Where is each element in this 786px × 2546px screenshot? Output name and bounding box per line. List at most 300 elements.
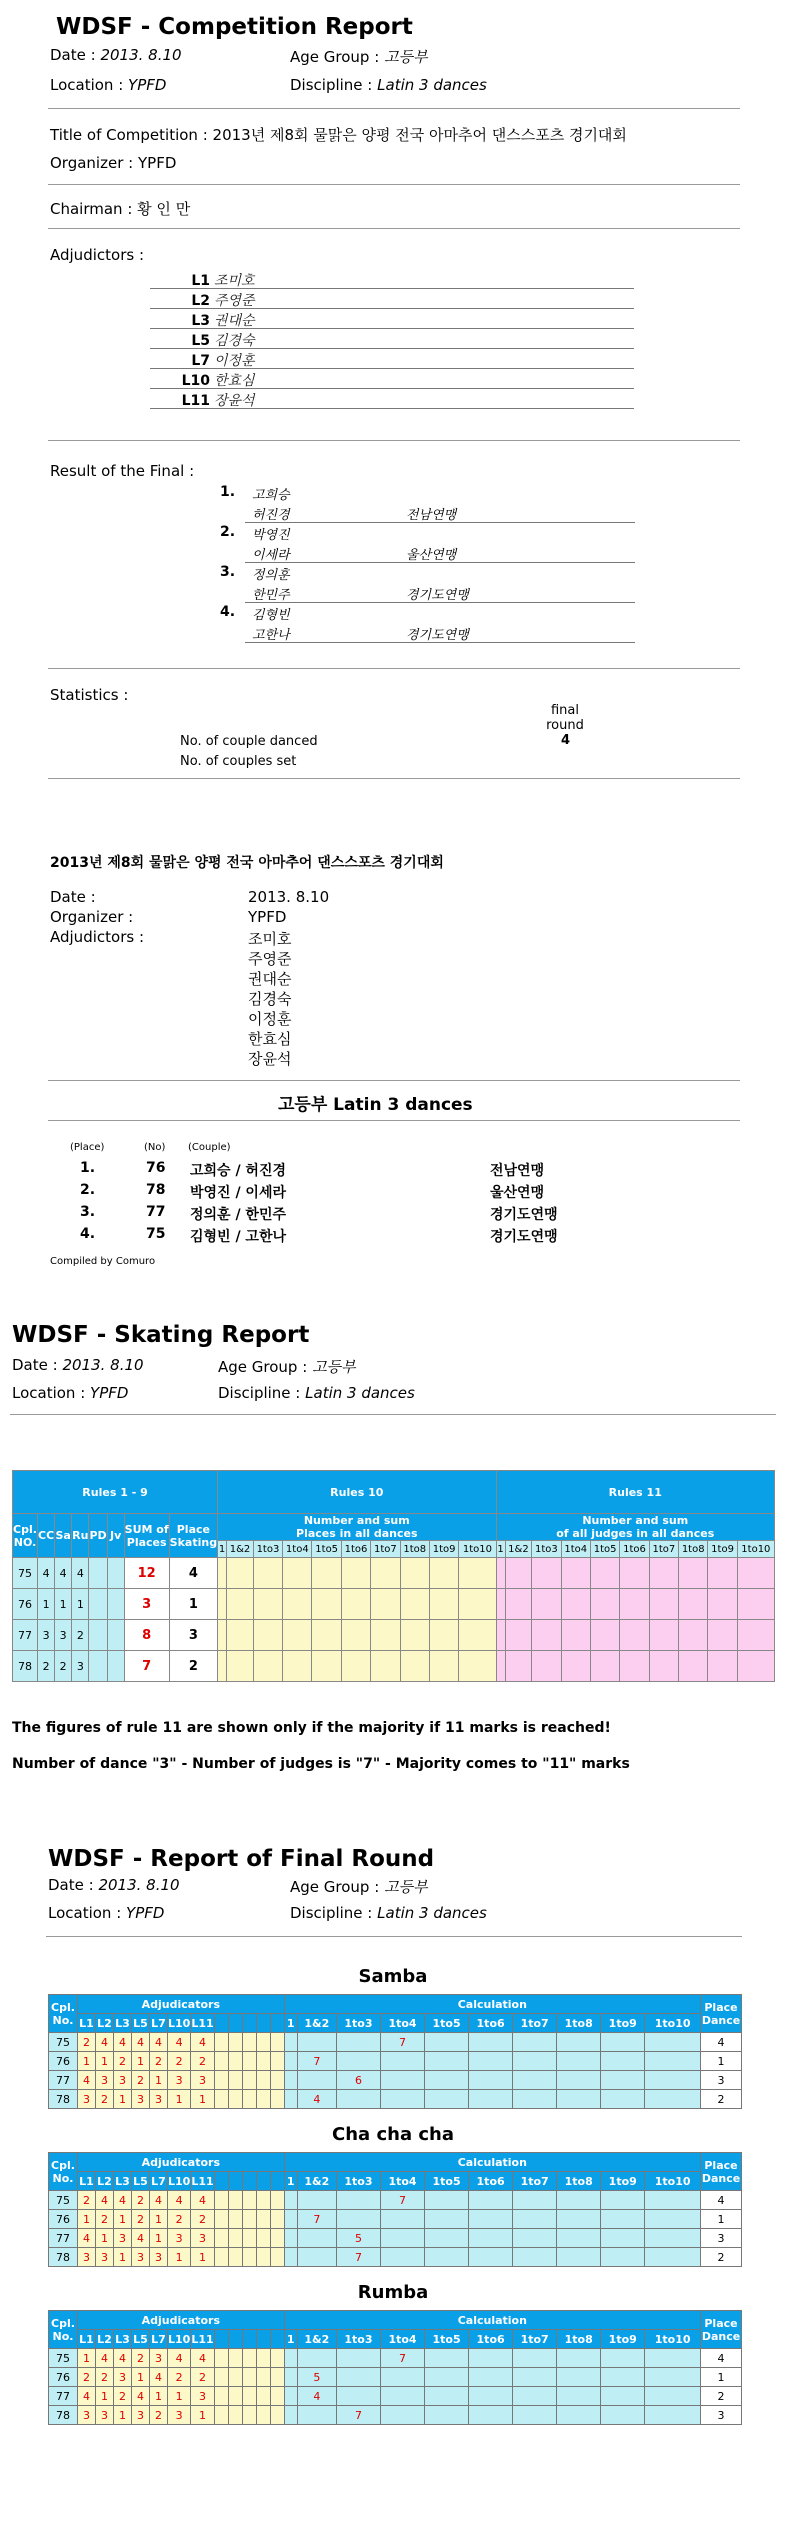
adjudicators-label: Adjudictors : [50, 246, 144, 264]
judge-header-empty [228, 2330, 242, 2349]
judge-mark: 3 [132, 2406, 150, 2425]
empty-mark [228, 2033, 242, 2052]
organizer-label: Organizer : [50, 154, 134, 172]
rule10-cell [218, 1589, 227, 1620]
calc-empty [425, 2368, 469, 2387]
rule11-cell [708, 1620, 737, 1651]
empty-cell [89, 1620, 107, 1651]
calc-empty [425, 2090, 469, 2109]
sum-of-places: 8 [124, 1620, 169, 1651]
result-partner1: 고희승 [252, 488, 290, 503]
divider [48, 1120, 740, 1121]
adjudicator-row [140, 310, 255, 330]
stats-value: 4 [561, 733, 571, 748]
calc-empty [425, 2191, 469, 2210]
empty-mark [256, 2387, 270, 2406]
calculation-header: Calculation [284, 1995, 700, 2014]
location-value: YPFD [126, 1904, 165, 1922]
divider [48, 184, 740, 185]
final-dance-table [48, 2310, 742, 2425]
location-value: YPFD [128, 76, 167, 94]
rule11-cell [649, 1651, 678, 1682]
judge-mark: 4 [96, 2191, 114, 2210]
location-label: Location : [50, 76, 124, 94]
empty-mark [270, 2210, 284, 2229]
rules-11-sub1: Number and sum [582, 1514, 689, 1527]
underline [150, 308, 634, 309]
rule11-cell [708, 1589, 737, 1620]
rule11-cell [505, 1558, 532, 1589]
calc-col-header: 1to3 [336, 2014, 380, 2033]
summary-adjudicator: 주영준 [248, 950, 292, 968]
rule10-cell [341, 1589, 370, 1620]
dance-place: 2 [55, 1651, 72, 1682]
discipline-label: Discipline : [290, 76, 373, 94]
chairman-value: 황 인 만 [137, 200, 191, 218]
couple-number: 76 [13, 1589, 38, 1620]
judge-mark: 2 [168, 2052, 191, 2071]
empty-mark [270, 2248, 284, 2267]
sum-of-places: 12 [124, 1558, 169, 1589]
empty-mark [228, 2349, 242, 2368]
calc-empty [557, 2387, 601, 2406]
calc-value: 7 [380, 2033, 424, 2052]
judge-mark: 2 [150, 2406, 168, 2425]
adjudicator-code: L5 [191, 333, 210, 349]
judge-header: L1 [78, 2172, 96, 2191]
range-header: 1to5 [312, 1541, 341, 1558]
judge-mark: 4 [168, 2191, 191, 2210]
final-title: WDSF - Report of Final Round [48, 1846, 435, 1872]
adjudicator-code: L11 [181, 393, 210, 409]
summary-adjudicator: 이정훈 [248, 1010, 292, 1028]
rule11-cell [620, 1558, 649, 1589]
calc-empty [425, 2052, 469, 2071]
rule11-cell [532, 1620, 561, 1651]
judge-mark: 2 [78, 2191, 96, 2210]
summary-organizer: YPFD [248, 908, 287, 926]
calc-col-header: 1to5 [425, 2014, 469, 2033]
judge-mark: 2 [78, 2368, 96, 2387]
rule11-cell [496, 1651, 505, 1682]
summary-club: 경기도연맹 [490, 1229, 558, 1245]
empty-mark [214, 2090, 228, 2109]
judge-mark: 4 [150, 2368, 168, 2387]
couple-number: 78 [49, 2090, 78, 2109]
judge-mark: 2 [96, 2210, 114, 2229]
adjudicator-code: L3 [191, 313, 210, 329]
judge-mark: 2 [78, 2033, 96, 2052]
empty-mark [228, 2387, 242, 2406]
range-header: 1to8 [400, 1541, 429, 1558]
calc-empty [645, 2191, 701, 2210]
calc-empty [513, 2090, 557, 2109]
summary-number: 75 [146, 1226, 166, 1242]
cpl-no-header: Cpl. No. [49, 1995, 78, 2033]
judge-mark: 1 [150, 2387, 168, 2406]
empty-mark [228, 2191, 242, 2210]
toc-label: Title of Competition : [50, 126, 208, 144]
judge-mark: 4 [191, 2191, 214, 2210]
place-skating: 2 [169, 1651, 217, 1682]
underline [150, 408, 634, 409]
rule11-cell [496, 1620, 505, 1651]
discipline-value: Latin 3 dances [377, 76, 487, 94]
calc-col-header: 1to10 [645, 2014, 701, 2033]
judge-mark: 1 [114, 2406, 132, 2425]
rule10-cell [312, 1589, 341, 1620]
judge-mark: 1 [78, 2349, 96, 2368]
calc-empty [645, 2210, 701, 2229]
judge-mark: 3 [78, 2406, 96, 2425]
calc-empty [297, 2406, 336, 2425]
calc-empty [336, 2052, 380, 2071]
rules-11-sub2: of all judges in all dances [556, 1527, 715, 1540]
empty-mark [256, 2368, 270, 2387]
empty-cell [107, 1620, 124, 1651]
result-partner2: 이세라 [252, 548, 290, 563]
calc-col-header: 1to5 [425, 2172, 469, 2191]
calc-empty [336, 2033, 380, 2052]
rule10-cell [400, 1589, 429, 1620]
empty-mark [242, 2248, 256, 2267]
underline [150, 328, 634, 329]
summary-place: 4. [80, 1226, 96, 1242]
organizer-value: YPFD [137, 154, 177, 172]
calc-empty [284, 2033, 297, 2052]
calc-col-header: 1 [284, 2172, 297, 2191]
couple-number: 75 [49, 2349, 78, 2368]
calc-empty [297, 2248, 336, 2267]
couple-number: 76 [49, 2368, 78, 2387]
rule10-cell [253, 1651, 282, 1682]
result-partner2: 허진경 [252, 508, 290, 523]
rule10-cell [459, 1620, 496, 1651]
judge-header-empty [242, 2172, 256, 2191]
result-place: 1. [220, 484, 236, 500]
dance-col-header: Jv [107, 1514, 124, 1558]
calc-empty [645, 2229, 701, 2248]
couple-number: 76 [49, 2210, 78, 2229]
calc-value: 7 [380, 2349, 424, 2368]
divider [48, 668, 740, 669]
judge-mark: 2 [168, 2368, 191, 2387]
judge-mark: 1 [96, 2229, 114, 2248]
range-header: 1&2 [505, 1541, 532, 1558]
rule11-cell [649, 1620, 678, 1651]
range-header: 1to3 [532, 1541, 561, 1558]
judge-header: L3 [114, 2172, 132, 2191]
rules-10-sub2: Places in all dances [296, 1527, 418, 1540]
summary-date: 2013. 8.10 [248, 888, 330, 906]
judge-mark: 1 [96, 2387, 114, 2406]
judge-header: L5 [132, 2330, 150, 2349]
judge-mark: 4 [78, 2229, 96, 2248]
calc-col-header: 1to4 [380, 2172, 424, 2191]
judge-header-empty [214, 2172, 228, 2191]
calc-empty [601, 2406, 645, 2425]
calc-empty [513, 2248, 557, 2267]
place-dance: 3 [701, 2406, 742, 2425]
calc-value: 5 [336, 2229, 380, 2248]
calculation-header: Calculation [284, 2311, 700, 2330]
judge-mark: 2 [168, 2210, 191, 2229]
empty-mark [270, 2071, 284, 2090]
judge-header: L10 [168, 2172, 191, 2191]
calc-empty [297, 2071, 336, 2090]
place-dance: 3 [701, 2229, 742, 2248]
adjudicator-row [140, 370, 255, 390]
calc-value: 7 [336, 2248, 380, 2267]
rule10-cell [459, 1589, 496, 1620]
rule11-cell [708, 1558, 737, 1589]
rule11-cell [496, 1558, 505, 1589]
judge-header-empty [242, 2330, 256, 2349]
calc-empty [380, 2368, 424, 2387]
empty-mark [214, 2349, 228, 2368]
place-skating: 4 [169, 1558, 217, 1589]
final-dance-table [48, 1994, 742, 2109]
summary-adjudicators-label: Adjudictors : [50, 928, 144, 946]
col-no-header: (No) [144, 1142, 166, 1153]
couple-number: 78 [13, 1651, 38, 1682]
rule10-cell [312, 1651, 341, 1682]
calc-col-header: 1to4 [380, 2330, 424, 2349]
empty-cell [107, 1651, 124, 1682]
stats-col-header [540, 703, 590, 733]
rule11-cell [679, 1651, 708, 1682]
calc-empty [601, 2387, 645, 2406]
judge-mark: 1 [78, 2052, 96, 2071]
age-label: Age Group : [290, 1878, 380, 1896]
chairman [50, 198, 190, 219]
date-label: Date : [48, 1876, 94, 1894]
judge-header-empty [256, 2014, 270, 2033]
calc-empty [380, 2052, 424, 2071]
couple-number: 78 [49, 2248, 78, 2267]
result-place: 4. [220, 604, 236, 620]
judge-header: L2 [96, 2330, 114, 2349]
result-label: Result of the Final : [50, 462, 195, 480]
skating-note-majority: Number of dance "3" - Number of judges is "7" - Majority comes to "11" marks [12, 1756, 630, 1772]
dance-place: 3 [55, 1620, 72, 1651]
judge-header: L7 [150, 2014, 168, 2033]
judge-header-empty [214, 2330, 228, 2349]
calc-col-header: 1to8 [557, 2330, 601, 2349]
range-header: 1to7 [649, 1541, 678, 1558]
empty-mark [228, 2052, 242, 2071]
adjudicator-name: 장윤석 [214, 393, 255, 409]
rules-10-subheader [218, 1514, 496, 1541]
judge-mark: 1 [132, 2052, 150, 2071]
judge-mark: 2 [96, 2090, 114, 2109]
rule10-cell [253, 1589, 282, 1620]
judge-header-empty [270, 2014, 284, 2033]
calc-empty [601, 2210, 645, 2229]
date-value: 2013. 8.10 [100, 46, 182, 64]
rule10-cell [227, 1589, 254, 1620]
skating-note-rule11: The figures of rule 11 are shown only if the majority if 11 marks is reached! [12, 1720, 611, 1736]
summary-adjudicator: 김경숙 [248, 990, 292, 1008]
rule10-cell [341, 1558, 370, 1589]
location-label: Location : [12, 1384, 86, 1402]
calc-empty [645, 2387, 701, 2406]
rule11-cell [561, 1620, 590, 1651]
rule11-cell [505, 1589, 532, 1620]
dance-place: 3 [72, 1651, 89, 1682]
calc-col-header: 1to4 [380, 2014, 424, 2033]
dance-place: 1 [72, 1589, 89, 1620]
calc-col-header: 1to9 [601, 2014, 645, 2033]
judge-mark: 1 [168, 2090, 191, 2109]
empty-mark [270, 2387, 284, 2406]
place-skating: 1 [169, 1589, 217, 1620]
range-header: 1to4 [283, 1541, 312, 1558]
empty-cell [89, 1558, 107, 1589]
calc-empty [601, 2052, 645, 2071]
judge-mark: 1 [114, 2210, 132, 2229]
calc-empty [297, 2229, 336, 2248]
rule10-cell [253, 1558, 282, 1589]
judge-header: L5 [132, 2014, 150, 2033]
judge-mark: 1 [78, 2210, 96, 2229]
rule11-cell [620, 1651, 649, 1682]
result-partner1: 박영진 [252, 528, 290, 543]
empty-mark [214, 2071, 228, 2090]
empty-mark [242, 2191, 256, 2210]
range-header: 1to7 [371, 1541, 400, 1558]
calc-empty [513, 2349, 557, 2368]
cpl-no-header [13, 1514, 38, 1558]
judge-header-empty [228, 2014, 242, 2033]
age-label: Age Group : [218, 1358, 308, 1376]
couple-number: 76 [49, 2052, 78, 2071]
dance-place: 1 [38, 1589, 55, 1620]
calc-empty [469, 2033, 513, 2052]
empty-mark [256, 2191, 270, 2210]
calc-value: 4 [297, 2387, 336, 2406]
calc-empty [284, 2349, 297, 2368]
judge-mark: 4 [150, 2191, 168, 2210]
empty-mark [242, 2210, 256, 2229]
dance-title: Samba [358, 1966, 428, 1987]
calc-empty [557, 2090, 601, 2109]
calc-empty [336, 2191, 380, 2210]
place-dance: 2 [701, 2387, 742, 2406]
judge-mark: 4 [168, 2033, 191, 2052]
date-label: Date : [12, 1356, 58, 1374]
rule11-cell [737, 1651, 774, 1682]
empty-mark [214, 2191, 228, 2210]
calc-empty [425, 2406, 469, 2425]
judge-mark: 4 [114, 2033, 132, 2052]
judge-mark: 3 [132, 2090, 150, 2109]
calc-empty [284, 2090, 297, 2109]
judge-mark: 1 [191, 2406, 214, 2425]
result-partner1: 김형빈 [252, 608, 290, 623]
compiled-by: Compiled by Comuro [50, 1256, 156, 1267]
divider [48, 108, 740, 109]
divider [48, 778, 740, 779]
calc-empty [469, 2368, 513, 2387]
rule11-cell [679, 1558, 708, 1589]
empty-mark [242, 2406, 256, 2425]
rule10-cell [429, 1589, 458, 1620]
calc-empty [513, 2368, 557, 2387]
calc-empty [380, 2248, 424, 2267]
calc-empty [469, 2387, 513, 2406]
judge-mark: 4 [191, 2349, 214, 2368]
rule10-cell [371, 1620, 400, 1651]
summary-adjudicator: 한효심 [248, 1030, 292, 1048]
cpl-no-header: Cpl. No. [49, 2311, 78, 2349]
rule10-cell [371, 1558, 400, 1589]
judge-mark: 3 [96, 2248, 114, 2267]
underline [245, 562, 635, 563]
calc-col-header: 1to3 [336, 2172, 380, 2191]
calc-empty [557, 2229, 601, 2248]
judge-mark: 1 [191, 2090, 214, 2109]
judge-mark: 1 [96, 2052, 114, 2071]
judge-mark: 3 [191, 2071, 214, 2090]
calc-empty [513, 2071, 557, 2090]
judge-mark: 4 [114, 2349, 132, 2368]
empty-mark [214, 2406, 228, 2425]
statistics-label: Statistics : [50, 686, 129, 704]
calc-empty [297, 2033, 336, 2052]
judge-header: L3 [114, 2330, 132, 2349]
judge-header: L1 [78, 2330, 96, 2349]
range-header: 1to10 [459, 1541, 496, 1558]
calc-value: 7 [297, 2052, 336, 2071]
sum-header: SUM of Places [124, 1514, 169, 1558]
final-location [48, 1904, 164, 1922]
result-partner1: 정의훈 [252, 568, 290, 583]
rule10-cell [459, 1558, 496, 1589]
skating-table [12, 1470, 775, 1682]
calc-empty [284, 2191, 297, 2210]
empty-mark [256, 2248, 270, 2267]
summary-adjudicator: 권대순 [248, 970, 292, 988]
adjudicator-row [140, 330, 255, 350]
rule10-cell [283, 1558, 312, 1589]
calc-empty [380, 2210, 424, 2229]
date-value: 2013. 8.10 [98, 1876, 180, 1894]
empty-mark [270, 2052, 284, 2071]
calc-empty [469, 2191, 513, 2210]
chairman-label: Chairman : [50, 200, 133, 218]
judge-mark: 2 [191, 2210, 214, 2229]
calc-empty [601, 2229, 645, 2248]
col-place-header: (Place) [70, 1142, 105, 1153]
adjudicator-name: 주영준 [214, 293, 255, 309]
rule11-cell [590, 1620, 619, 1651]
rule10-cell [459, 1651, 496, 1682]
calc-empty [513, 2052, 557, 2071]
calc-empty [380, 2071, 424, 2090]
result-club: 전남연맹 [406, 508, 457, 523]
calc-empty [336, 2387, 380, 2406]
rules-10-sub1: Number and sum [303, 1514, 410, 1527]
empty-cell [89, 1651, 107, 1682]
rules-11-subheader [496, 1514, 774, 1541]
empty-mark [228, 2406, 242, 2425]
judge-header-empty [256, 2330, 270, 2349]
rule10-cell [429, 1558, 458, 1589]
calc-empty [513, 2210, 557, 2229]
place-dance: 2 [701, 2090, 742, 2109]
underline [150, 388, 634, 389]
